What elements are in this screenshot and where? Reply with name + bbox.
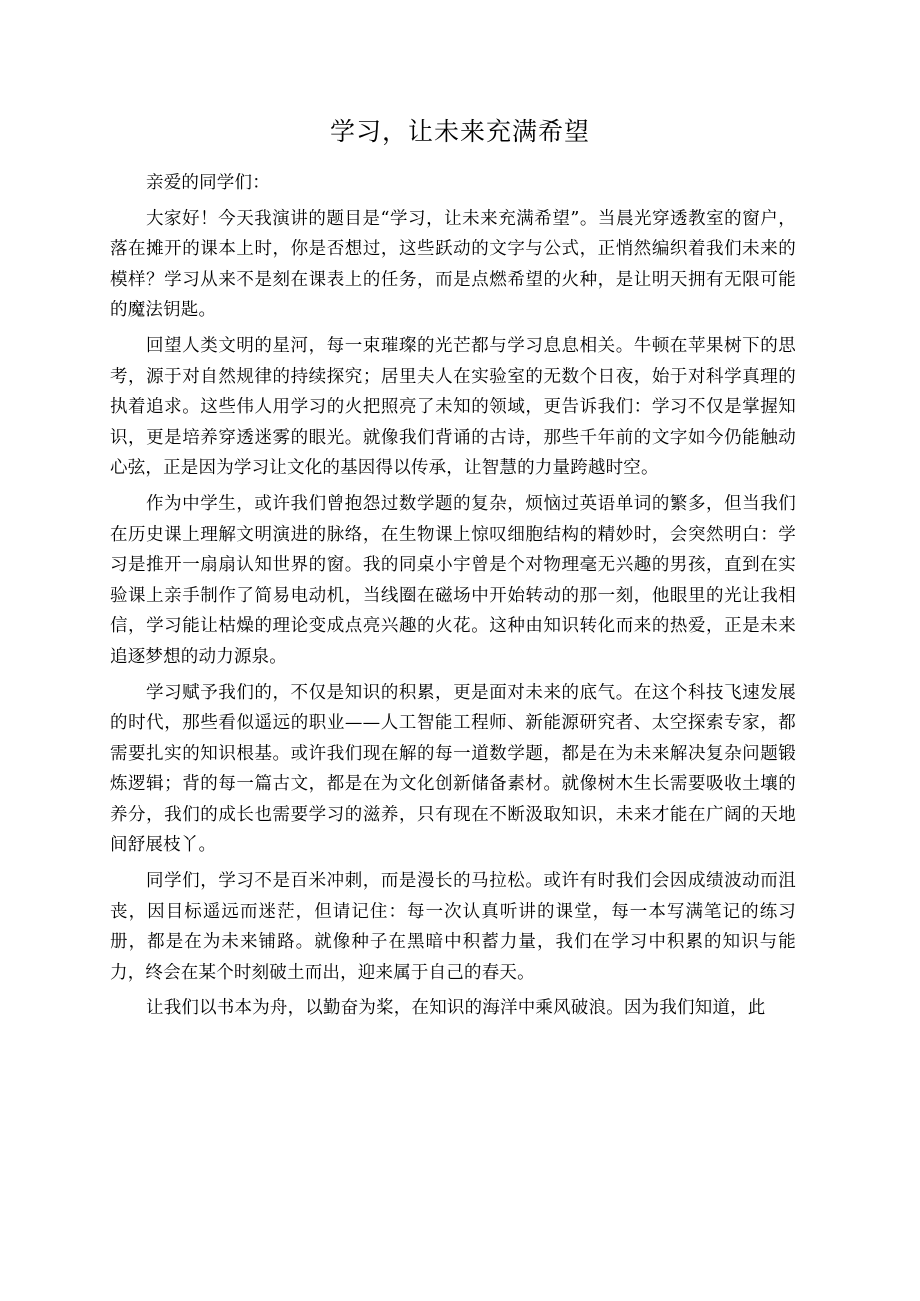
- salutation: 亲爱的同学们：: [146, 173, 270, 193]
- document-body: [110, 168, 796, 1029]
- document-title: 学习，让未来充满希望: [329, 117, 590, 146]
- paragraph: 回望人类文明的星河，每一束璀璨的光芒都与学习息息相关。牛顿在苹果树下的思考，源于对自然规律的持续探究；居里夫人在实验室的无数个日夜，始于对科学真理的执着追求。这些伟人用学习的火把照亮了未知的领域，更告诉我们：学习不仅是掌握知识，更是培养穿透迷雾的眼光。就像我们背诵的古诗，那些千年前的文字如今仍能触动心弦，正是因为学习让文化的基因得以传承，让智慧的力量跨越时空。: [110, 335, 796, 479]
- paragraph: 作为中学生，或许我们曾抱怨过数学题的复杂，烦恼过英语单词的繁多，但当我们在历史课上理解文明演进的脉络，在生物课上惊叹细胞结构的精妙时，会突然明白：学习是推开一扇扇认知世界的窗。我的同桌小宇曾是个对物理毫无兴趣的男孩，直到在实验课上亲手制作了简易电动机，当线圈在磁场中开始转动的那一刻，他眼里的光让我相信，学习能让枯燥的理论变成点亮兴趣的火花。这种由知识转化而来的热爱，正是未来追逐梦想的动力源泉。: [110, 493, 796, 667]
- paragraph: 让我们以书本为舟，以勤奋为桨，在知识的海洋中乘风破浪。因为我们知道，此: [146, 998, 766, 1019]
- paragraph: 同学们，学习不是百米冲刺，而是漫长的马拉松。或许有时我们会因成绩波动而沮丧，因目标遥远而迷茫，但请记住：每一次认真听讲的课堂，每一本写满笔记的练习册，都是在为未来铺路。就像种子在黑暗中积蓄力量，我们在学习中积累的知识与能力，终会在某个时刻破土而出，迎来属于自己的春天。: [110, 871, 796, 983]
- paragraph: 学习赋予我们的，不仅是知识的积累，更是面对未来的底气。在这个科技飞速发展的时代，那些看似遥远的职业——人工智能工程师、新能源研究者、太空探索专家，都需要扎实的知识根基。或许我们现在解的每一道数学题，都是在为未来解决复杂问题锻炼逻辑；背的每一篇古文，都是在为文化创新储备素材。就像树木生长需要吸收土壤的养分，我们的成长也需要学习的滋养，只有现在不断汲取知识，未来才能在广阔的天地间舒展枝丫。: [110, 682, 796, 856]
- paragraph: 大家好！今天我演讲的题目是“学习，让未来充满希望”。当晨光穿透教室的窗户，落在摊开的课本上时，你是否想过，这些跃动的文字与公式，正悄然编织着我们未来的模样？学习从来不是刻在课表上的任务，而是点燃希望的火种，是让明天拥有无限可能的魔法钥匙。: [110, 208, 796, 321]
